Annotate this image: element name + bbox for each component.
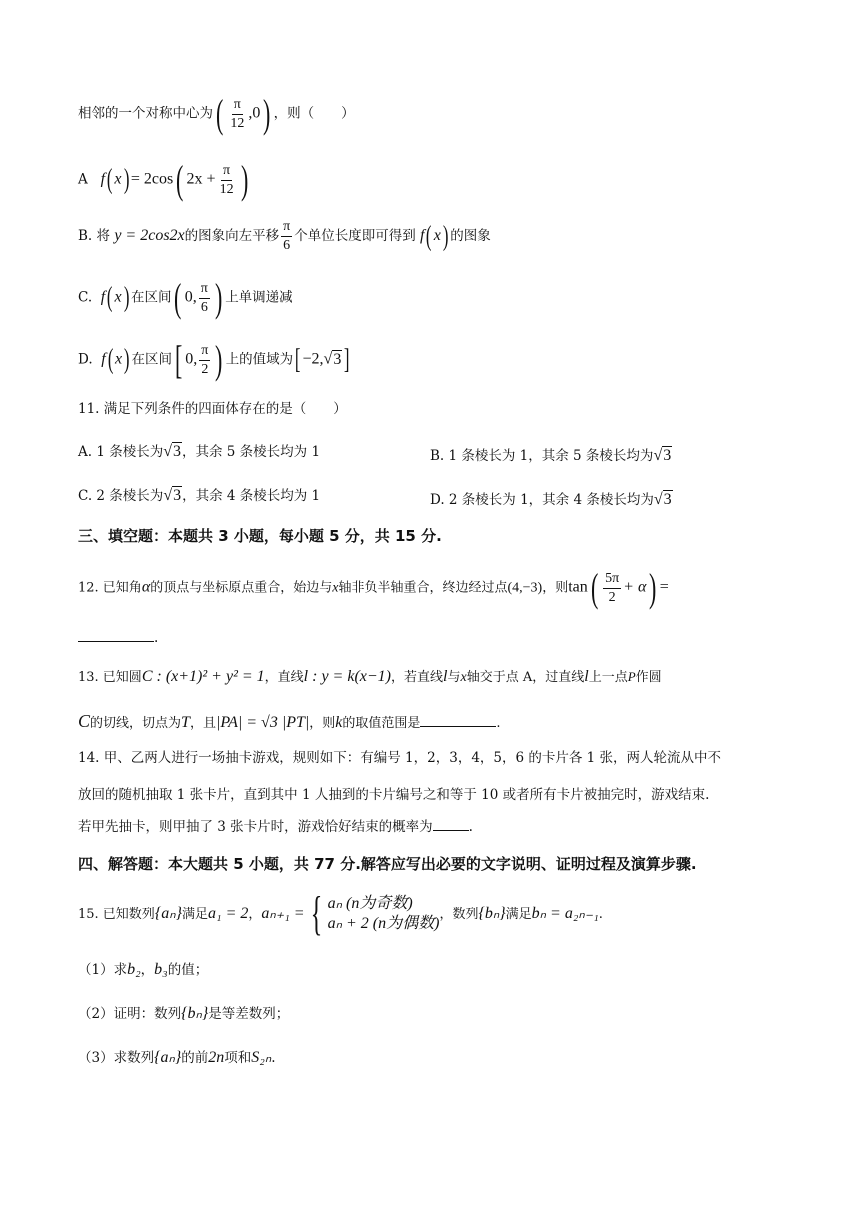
fraction: $\frac{\pi}{6}$ bbox=[283, 219, 291, 253]
question-14-line-2: 放回的随机抽取 1 张卡片，直到其中 1 人抽到的卡片编号之和等于 10 或者所有卡片被抽完时，游戏结束. bbox=[78, 787, 710, 803]
q12-answer-blank: . bbox=[78, 632, 158, 646]
q11-option-a: A. 1 条棱长为√3，其余 5 条棱长均为 1 bbox=[78, 443, 321, 460]
question-15: 15. 已知数列 {aₙ} 满足 a₁ = 2 ， aₙ₊₁ = { aₙ (n为奇数) aₙ + 2 (n为偶数) ，数列 {bₙ} 满足 bₙ = a₂ₙ₋₁ . bbox=[78, 887, 603, 940]
fraction: $\frac{5\pi}{2}$ bbox=[605, 570, 620, 605]
option-d: D. f( x) 在区间[ 0, $\frac{\pi}{2}$ ) 上的值域为[ −2,√3 ] bbox=[78, 337, 350, 382]
question-12: 12. 已知角α的顶点与坐标原点重合，始边与x轴非负半轴重合，终边经过点(4,−3)，则tan( $\frac{5\pi}{2}$ + α) = bbox=[78, 565, 669, 610]
question-13: 13. 已知圆C : (x+1)² + y² = 1，直线l : y = k(x−1)，若直线l与x轴交于点 A，过直线l上一点P作圆 bbox=[78, 668, 662, 685]
question-11: 11. 满足下列条件的四面体存在的是（ ） bbox=[78, 401, 347, 417]
q11-option-b: B. 1 条棱长为 1，其余 5 条棱长均为√3 bbox=[430, 447, 672, 464]
fraction: $\frac{\pi}{12}$ bbox=[219, 162, 234, 197]
q11-option-d: D. 2 条棱长为 1，其余 4 条棱长均为√3 bbox=[430, 491, 672, 508]
option-a: A f( x) = 2cos( 2x + $\frac{\pi}{12}$ ) bbox=[78, 157, 248, 202]
question-14-line-1: 14. 甲、乙两人进行一场抽卡游戏，规则如下：有编号 1，2，3，4，5，6 的卡片各 1 张，两人轮流从中不 bbox=[78, 750, 722, 766]
q11-option-c: C. 2 条棱长为√3，其余 4 条棱长均为 1 bbox=[78, 487, 321, 504]
fraction: $\frac{\pi}{2}$ bbox=[201, 342, 209, 377]
section-4-heading: 四、解答题：本大题共 5 小题，共 77 分.解答应写出必要的文字说明、证明过程及演算步骤. bbox=[78, 855, 697, 873]
q15-part-3: （3）求数列{aₙ}的前2n项和S₂ₙ. bbox=[78, 1049, 276, 1066]
question-14-line-3: 若甲先抽卡，则甲抽了 3 张卡片时，游戏恰好结束的概率为 . bbox=[78, 819, 473, 835]
fraction: $\frac{\pi}{12}$ bbox=[230, 96, 245, 131]
question-13-line-2: C的切线，切点为T，且|PA| = √3 |PT|，则k的取值范围是 . bbox=[78, 711, 501, 731]
option-c: C. f( x) 在区间( 0, $\frac{\pi}{6}$ ) 上单调递减 bbox=[78, 275, 293, 320]
section-3-heading: 三、填空题：本题共 3 小题，每小题 5 分，共 15 分. bbox=[78, 527, 442, 545]
piecewise-definition: { aₙ (n为奇数) aₙ + 2 (n为偶数) bbox=[310, 887, 440, 940]
q15-part-1: （1）求b₂，b₃的值； bbox=[78, 961, 209, 978]
text: 相邻的一个对称中心为 bbox=[78, 105, 213, 122]
option-b: B. 将 y = 2cos2x的图象向左平移 $\frac{\pi}{6}$ 个单位长度即可得到 f( x) 的图象 bbox=[78, 219, 491, 253]
fraction: $\frac{\pi}{6}$ bbox=[200, 280, 208, 315]
q15-part-2: （2）证明：数列{bₙ}是等差数列； bbox=[78, 1005, 290, 1022]
text: ，则（ ） bbox=[273, 105, 355, 122]
line-symmetry-center: 相邻的一个对称中心为( $\frac{\pi}{12}$ ,0) ，则（ ） bbox=[78, 91, 355, 136]
